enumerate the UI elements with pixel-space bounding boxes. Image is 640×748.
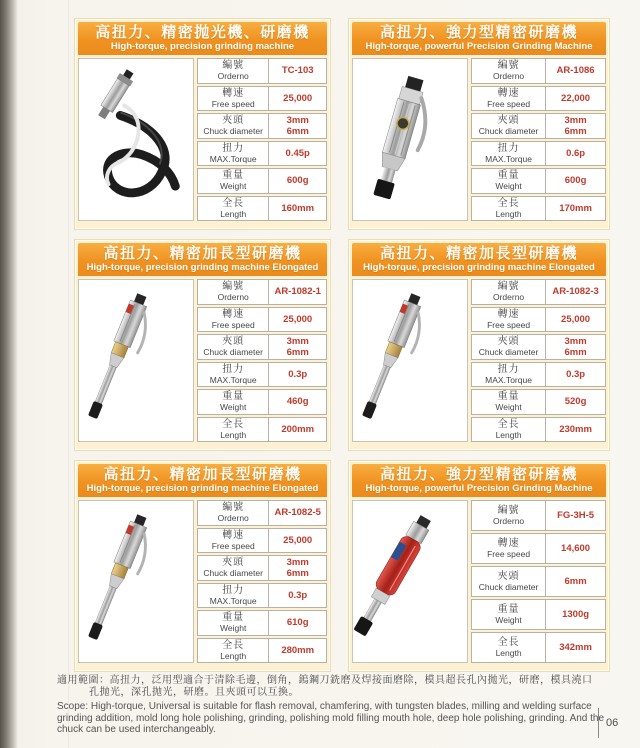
panel-title-zh: 高扭力、精密抛光機、研磨機	[95, 24, 310, 41]
spec-row	[197, 362, 327, 388]
spec-label-en: Weight	[220, 623, 247, 634]
spec-label-zh: 編號	[497, 60, 520, 72]
product-panel-fg-3h-5	[348, 460, 610, 672]
spec-label-zh: 全長	[497, 637, 520, 648]
spec-label-zh: 全長	[222, 418, 245, 430]
scope-text-zh-line2: 孔抛光，深孔抛光，研磨。且夾頭可以互換。	[89, 687, 299, 698]
spec-label-zh: 夾頭	[222, 115, 245, 127]
spec-row	[197, 500, 327, 526]
spec-label-zh: 重量	[222, 391, 245, 403]
panel-title-zh: 高扭力、精密加長型研磨機	[103, 245, 302, 262]
spec-label-en: Weight	[220, 181, 247, 192]
product-panel-ar-1082-3	[348, 239, 610, 451]
book-binding-shadow	[0, 0, 18, 748]
scope-footer	[57, 675, 623, 736]
spec-label-zh: 編號	[222, 502, 245, 514]
spec-label-zh: 轉速	[222, 87, 245, 99]
spec-row	[471, 566, 606, 597]
spec-label-en: Length	[220, 429, 247, 440]
spec-label-zh: 夾頭	[222, 557, 245, 569]
spec-label-zh: 扭力	[222, 584, 245, 596]
spec-value-line2: 6mm	[286, 567, 309, 579]
spec-value: 3mm	[286, 556, 309, 568]
spec-label-zh: 編號	[497, 505, 520, 516]
spec-label-en: Length	[495, 648, 522, 658]
spec-value: 0.3p	[566, 368, 586, 380]
spec-row	[197, 196, 327, 222]
spec-label-zh: 轉速	[497, 538, 520, 549]
spec-label-en: Orderno	[217, 513, 249, 524]
spec-value: 25,000	[283, 92, 313, 104]
product-grid	[74, 18, 610, 672]
spec-value-line2: 6mm	[286, 125, 309, 137]
spec-label-en: Orderno	[217, 71, 249, 82]
panel-title-en: High-torque, precision grinding machine Elongated	[363, 262, 595, 273]
spec-label-en: MAX.Torque	[209, 595, 257, 606]
panel-title-zh: 高扭力、精密加長型研磨機	[379, 245, 578, 262]
spec-value-line2: 6mm	[564, 346, 587, 358]
spec-row	[471, 500, 606, 531]
spec-label-zh: 夾頭	[497, 336, 520, 348]
panel-header	[78, 464, 327, 497]
spec-table	[471, 500, 606, 663]
spec-label-en: Orderno	[492, 516, 525, 526]
spec-table	[197, 500, 327, 663]
spec-value: 25,000	[283, 534, 313, 546]
spec-label-zh: 全長	[497, 418, 520, 430]
spec-value: AR-1082-1	[274, 286, 321, 298]
spec-value: 14,600	[561, 543, 591, 554]
spec-label-zh: 編號	[497, 281, 520, 293]
spec-row	[197, 58, 327, 84]
spec-row	[197, 417, 327, 443]
spec-label-zh: 全長	[222, 197, 245, 209]
spec-value: 6mm	[564, 576, 587, 587]
spec-row	[471, 113, 606, 139]
spec-row	[471, 362, 606, 388]
spec-label-zh: 夾頭	[497, 571, 520, 582]
spec-value: 600g	[564, 175, 587, 187]
spec-value: 200mm	[281, 423, 315, 435]
panel-header	[78, 243, 327, 276]
spec-label-en: MAX.Torque	[485, 153, 532, 164]
panel-header	[352, 464, 606, 497]
spec-row	[471, 307, 606, 333]
spec-value: 610g	[286, 617, 309, 629]
spec-row	[197, 279, 327, 305]
product-image-elongated-grinder	[78, 279, 194, 442]
spec-value: 3mm	[286, 114, 309, 126]
product-image-flexible-shaft-grinder	[78, 58, 194, 221]
spec-value: AR-1082-5	[274, 507, 321, 519]
spec-row	[471, 632, 606, 663]
panel-title-zh: 高扭力、強力型精密研磨機	[379, 24, 578, 41]
panel-title-en: High-torque, powerful Precision Grinding Machine	[365, 41, 593, 52]
spec-label-en: Orderno	[492, 71, 525, 82]
spec-value: 3mm	[564, 335, 587, 347]
spec-label-en: Chuck diameter	[203, 126, 263, 137]
spec-value: 230mm	[559, 423, 592, 435]
spec-value: 3mm	[564, 114, 587, 126]
spec-label-en: Free speed	[211, 98, 255, 109]
spec-value: AR-1082-3	[552, 286, 599, 298]
spec-value: FG-3H-5	[557, 510, 595, 521]
product-image-elongated-grinder	[352, 279, 468, 442]
spec-label-en: Length	[220, 208, 247, 219]
spec-value: 25,000	[561, 313, 591, 325]
spec-label-zh: 夾頭	[497, 115, 520, 127]
spec-label-zh: 全長	[497, 197, 520, 209]
panel-header	[352, 243, 606, 276]
panel-header	[78, 22, 327, 55]
spec-label-en: MAX.Torque	[485, 374, 532, 385]
spec-value: 25,000	[283, 313, 313, 325]
spec-row	[197, 528, 327, 554]
spec-label-zh: 重量	[497, 170, 520, 182]
spec-label-en: Orderno	[217, 292, 249, 303]
spec-label-zh: 轉速	[497, 87, 520, 99]
spec-value: 280mm	[281, 644, 315, 656]
spec-label-zh: 轉速	[222, 308, 245, 320]
spec-value: 0.3p	[288, 368, 308, 380]
spec-label-en: Weight	[495, 181, 522, 192]
scope-text-en: Scope: High-torque, Universal is suitable for flash removal, chamfering, with tungsten blades, milling and welding surface grinding addition, mold long hole polishing, grinding, polishing mold filling mouth hole, deep hole polishing, grinding. And the chuck can be used interchangeably.	[57, 701, 605, 735]
spec-row	[471, 141, 606, 167]
page-number: 06	[598, 708, 618, 738]
spec-value: 342mm	[559, 642, 592, 653]
spec-label-en: Chuck diameter	[478, 347, 539, 358]
spec-value: TC-103	[281, 65, 314, 77]
spec-table	[471, 279, 606, 442]
spec-row	[197, 583, 327, 609]
page-crease	[68, 0, 69, 748]
spec-row	[197, 334, 327, 360]
spec-value: AR-1086	[556, 65, 595, 77]
panel-title-en: High-torque, precision grinding machine Elongated	[86, 483, 319, 494]
spec-label-en: Weight	[495, 615, 522, 625]
spec-label-en: Chuck diameter	[478, 126, 539, 137]
spec-label-zh: 扭力	[222, 363, 245, 375]
spec-label-zh: 扭力	[497, 363, 520, 375]
spec-row	[197, 389, 327, 415]
product-image-elongated-grinder	[78, 500, 194, 663]
spec-row	[197, 141, 327, 167]
product-panel-ar-1086	[348, 18, 610, 230]
spec-label-en: Free speed	[211, 540, 255, 551]
spec-label-en: Chuck diameter	[203, 347, 263, 358]
spec-row	[471, 334, 606, 360]
spec-row	[471, 533, 606, 564]
panel-title-zh: 高扭力、強力型精密研磨機	[379, 466, 578, 483]
product-panel-ar-1082-5	[74, 460, 331, 672]
spec-row	[197, 610, 327, 636]
spec-label-zh: 重量	[497, 604, 520, 615]
spec-label-zh: 重量	[497, 391, 520, 403]
panel-title-zh: 高扭力、精密加長型研磨機	[103, 466, 302, 483]
spec-table	[197, 279, 327, 442]
scope-text-zh-line1: 適用範圍：高扭力，泛用型適合于清除毛邊，倒角，鎢鋼刀銑磨及焊接面磨除，模具超長孔內拋光，研磨，模具澆口	[57, 675, 593, 686]
spec-label-en: Chuck diameter	[478, 582, 539, 592]
spec-label-zh: 扭力	[497, 142, 520, 154]
spec-label-zh: 重量	[222, 612, 245, 624]
spec-row	[471, 417, 606, 443]
spec-label-zh: 重量	[222, 170, 245, 182]
spec-label-zh: 編號	[222, 281, 245, 293]
spec-value-line2: 6mm	[286, 346, 309, 358]
spec-row	[471, 389, 606, 415]
spec-row	[197, 638, 327, 664]
spec-label-en: MAX.Torque	[209, 153, 257, 164]
spec-row	[197, 86, 327, 112]
spec-label-en: Weight	[220, 402, 247, 413]
spec-value: 1300g	[562, 609, 590, 620]
spec-table	[197, 58, 327, 221]
spec-label-en: Length	[495, 208, 522, 219]
spec-label-en: Free speed	[487, 549, 531, 559]
spec-label-zh: 扭力	[222, 142, 245, 154]
spec-value: 0.3p	[288, 589, 308, 601]
spec-value: 3mm	[286, 335, 309, 347]
spec-value: 0.45p	[285, 147, 310, 159]
spec-value: 0.6p	[566, 147, 586, 159]
panel-title-en: High-torque, precision grinding machine Elongated	[86, 262, 319, 273]
product-panel-tc-103	[74, 18, 331, 230]
spec-row	[197, 113, 327, 139]
spec-label-en: Length	[220, 650, 247, 661]
spec-label-en: Orderno	[492, 292, 525, 303]
panel-header	[352, 22, 606, 55]
spec-row	[197, 555, 327, 581]
panel-title-en: High-torque, powerful Precision Grinding Machine	[365, 483, 593, 494]
panel-title-en: High-torque, precision grinding machine	[110, 41, 295, 52]
spec-row	[471, 58, 606, 84]
spec-row	[197, 307, 327, 333]
product-panel-ar-1082-1	[74, 239, 331, 451]
spec-label-en: Free speed	[487, 319, 531, 330]
spec-label-zh: 編號	[222, 60, 245, 72]
spec-label-zh: 全長	[222, 639, 245, 651]
spec-label-en: MAX.Torque	[209, 374, 257, 385]
spec-row	[471, 599, 606, 630]
spec-row	[471, 279, 606, 305]
spec-row	[471, 196, 606, 222]
spec-value: 170mm	[559, 202, 592, 214]
spec-value: 600g	[286, 175, 309, 187]
spec-value: 160mm	[281, 202, 315, 214]
spec-label-en: Free speed	[487, 98, 531, 109]
spec-value-line2: 6mm	[564, 125, 587, 137]
spec-label-zh: 轉速	[497, 308, 520, 320]
product-image-red-body-grinder	[352, 500, 468, 663]
spec-row	[471, 86, 606, 112]
spec-label-en: Length	[495, 429, 522, 440]
spec-label-en: Free speed	[211, 319, 255, 330]
spec-row	[471, 168, 606, 194]
spec-value: 460g	[286, 396, 309, 408]
spec-label-zh: 夾頭	[222, 336, 245, 348]
spec-label-en: Weight	[495, 402, 522, 413]
spec-table	[471, 58, 606, 221]
spec-value: 22,000	[561, 92, 591, 104]
spec-label-en: Chuck diameter	[203, 568, 263, 579]
spec-value: 520g	[564, 396, 587, 408]
product-image-die-grinder	[352, 58, 468, 221]
spec-label-zh: 轉速	[222, 529, 245, 541]
spec-row	[197, 168, 327, 194]
